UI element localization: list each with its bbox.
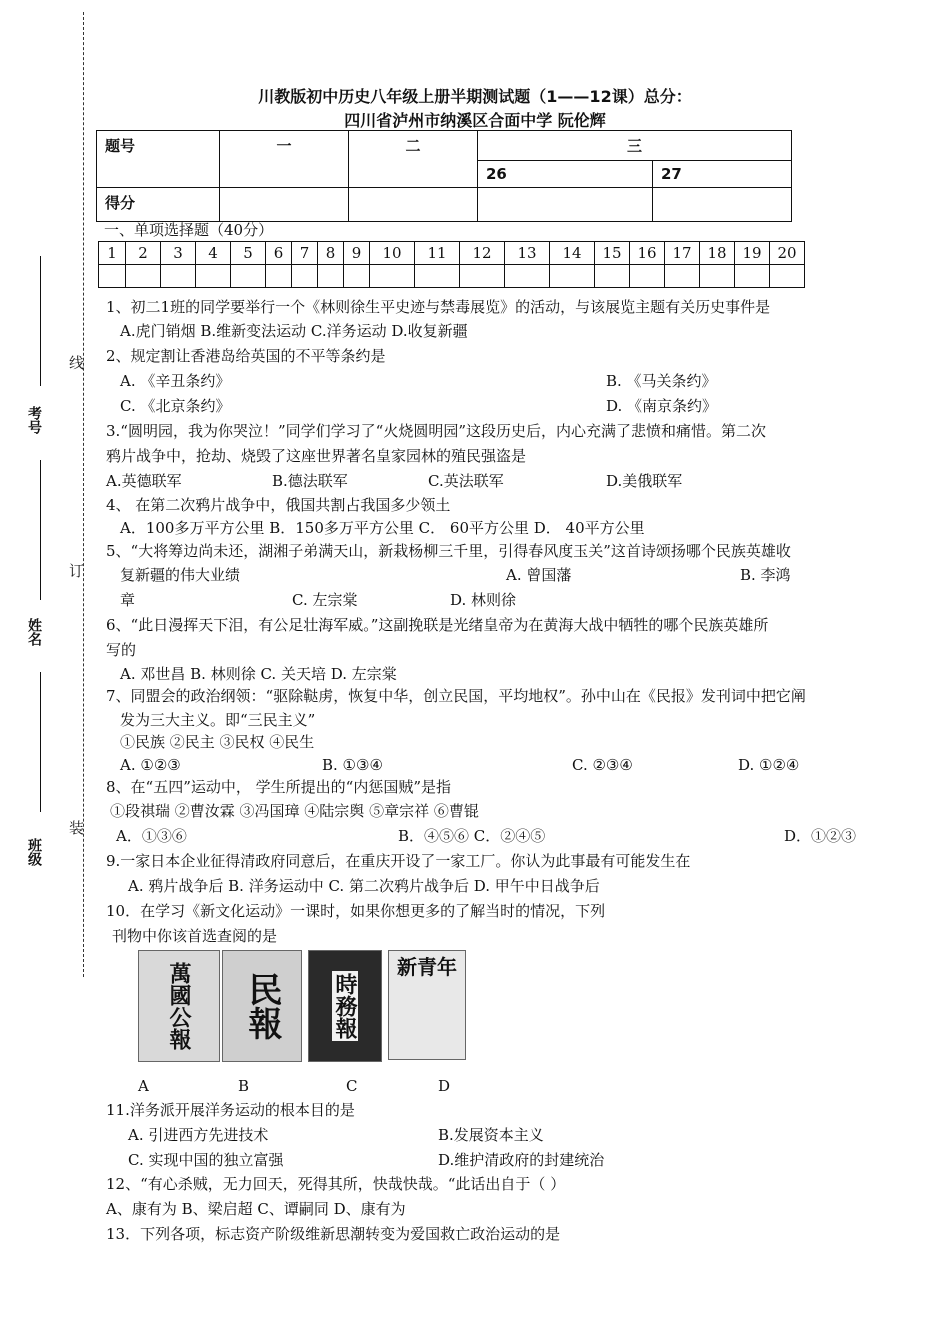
question-8: 8、在“五四”运动中， 学生所提出的“内惩国贼”是指 (106, 778, 451, 796)
answer-number: 8 (318, 242, 344, 265)
answer-number: 10 (370, 242, 415, 265)
answer-number: 11 (415, 242, 460, 265)
answer-cell[interactable] (770, 265, 805, 288)
answer-number: 20 (770, 242, 805, 265)
score-sub-27: 27 (653, 161, 792, 188)
question-3-option-d: D.美俄联军 (606, 472, 683, 490)
score-header-label: 题号 (97, 131, 220, 188)
question-9: 9.一家日本企业征得清政府同意后，在重庆开设了一家工厂。你认为此事最有可能发生在 (106, 852, 691, 870)
answer-number: 5 (231, 242, 266, 265)
score-cell[interactable] (478, 188, 653, 222)
page-title: 川教版初中历史八年级上册半期测试题（1——12课）总分： (258, 87, 692, 106)
score-col-1: 一 (220, 131, 349, 188)
answer-number: 7 (292, 242, 318, 265)
label-class: 班级 (26, 838, 42, 866)
question-5-line-2: 复新疆的伟大业绩 (120, 566, 241, 584)
answer-cell[interactable] (266, 265, 292, 288)
answer-number: 13 (505, 242, 550, 265)
question-11-option-a: A. 引进西方先进技术 (128, 1126, 269, 1144)
question-5-option-b: B. 李鸿 (740, 566, 791, 584)
publication-title: 萬國公報 (166, 962, 192, 1050)
question-10: 10．在学习《新文化运动》一课时，如果你想更多的了解当时的情况，下列 (106, 902, 606, 920)
question-12: 12、“有心杀贼，无力回天，死得其所，快哉快哉。“此话出自于（ ） (106, 1175, 566, 1193)
question-13: 13．下列各项，标志资产阶级维新思潮转变为爱国救亡政治运动的是 (106, 1225, 561, 1243)
question-7: 7、同盟会的政治纲领：“驱除鞑虏，恢复中华，创立民国，平均地权”。孙中山在《民报》发刊词中把它阐 (106, 687, 806, 705)
score-cell[interactable] (220, 188, 349, 222)
question-5-option-d: D. 林则徐 (450, 591, 517, 609)
question-5: 5、“大将筹边尚未还，湖湘子弟满天山，新栽杨柳三千里，引得春风度玉关”这首诗颂扬哪个民族英雄收 (106, 542, 791, 560)
score-col-3: 三 (478, 131, 792, 161)
question-8-option-bc: B．④⑤⑥ C．②④⑤ (398, 827, 546, 845)
question-2-option-c: C. 《北京条约》 (120, 397, 231, 415)
question-10-line-2: 刊物中你该首选查阅的是 (112, 927, 278, 945)
answer-cell[interactable] (700, 265, 735, 288)
answer-cell[interactable] (292, 265, 318, 288)
answer-number: 9 (344, 242, 370, 265)
answer-cell[interactable] (735, 265, 770, 288)
publication-xinqingnian-image (388, 950, 466, 1060)
image-label-a: A (138, 1077, 149, 1095)
question-4: 4、 在第二次鸦片战争中，俄国共割占我国多少领土 (106, 496, 451, 514)
image-label-d: D (438, 1077, 451, 1095)
answer-number: 1 (99, 242, 126, 265)
publication-title: 新青年 (397, 955, 457, 979)
score-sub-26: 26 (478, 161, 653, 188)
answer-number: 19 (735, 242, 770, 265)
answer-cell[interactable] (196, 265, 231, 288)
label-exam-number: 考号 (26, 406, 42, 434)
answer-cell[interactable] (460, 265, 505, 288)
question-6-line-2: 写的 (106, 641, 137, 659)
publication-title: 時務報 (332, 973, 358, 1039)
question-3-option-b: B.德法联军 (272, 472, 348, 490)
question-3: 3.“圆明园，我为你哭泣！”同学们学习了“火烧圆明园”这段历史后，内心充满了悲愤和痛惜。第二次 (106, 422, 766, 440)
question-5-option-a: A. 曾国藩 (506, 566, 572, 584)
question-11-option-c: C. 实现中国的独立富强 (128, 1151, 284, 1169)
answer-number: 2 (126, 242, 161, 265)
answer-cell[interactable] (126, 265, 161, 288)
question-1: 1、初二1班的同学要举行一个《林则徐生平史迹与禁毒展览》的活动，与该展览主题有关历史事件是 (106, 298, 771, 316)
answer-number: 12 (460, 242, 505, 265)
answer-cell[interactable] (344, 265, 370, 288)
question-8-option-d: D．①②③ (784, 827, 857, 845)
question-12-options: A、康有为 B、梁启超 C、谭嗣同 D、康有为 (106, 1200, 406, 1218)
question-5-line-3: 章 (120, 591, 136, 609)
answer-cell[interactable] (370, 265, 415, 288)
answer-cell[interactable] (415, 265, 460, 288)
publication-shiwubao-image (308, 950, 382, 1062)
question-7-option-a: A. ①②③ (120, 756, 181, 774)
answer-cell[interactable] (630, 265, 665, 288)
margin-word-xian: 线 (67, 355, 85, 370)
question-2-option-d: D. 《南京条约》 (606, 397, 718, 415)
score-cell[interactable] (653, 188, 792, 222)
question-1-options: A.虎门销烟 B.维新变法运动 C.洋务运动 D.收复新疆 (120, 322, 468, 340)
question-11-option-b: B.发展资本主义 (438, 1126, 544, 1144)
image-label-c: C (346, 1077, 358, 1095)
publication-wanguo-gongbao-image (138, 950, 220, 1062)
question-11: 11.洋务派开展洋务运动的根本目的是 (106, 1101, 355, 1119)
question-3-option-a: A.英德联军 (106, 472, 182, 490)
answer-number: 17 (665, 242, 700, 265)
margin-word-zhuang: 装 (67, 820, 85, 835)
margin-rule (40, 256, 41, 386)
question-2-option-a: A. 《辛丑条约》 (120, 372, 231, 390)
question-6: 6、“此日漫挥天下泪，有公足壮海军威。”这副挽联是光绪皇帝为在黄海大战中牺牲的哪个民族英雄所 (106, 616, 769, 634)
answer-cell[interactable] (550, 265, 595, 288)
question-3-option-c: C.英法联军 (428, 472, 504, 490)
page-subtitle: 四川省泸州市纳溪区合面中学 阮伦辉 (344, 111, 606, 130)
answer-number: 3 (161, 242, 196, 265)
margin-rule (40, 460, 41, 600)
question-8-option-a: A．①③⑥ (116, 827, 187, 845)
question-2: 2、规定割让香港岛给英国的不平等条约是 (106, 347, 386, 365)
question-2-option-b: B. 《马关条约》 (606, 372, 717, 390)
answer-number: 4 (196, 242, 231, 265)
question-9-options: A. 鸦片战争后 B. 洋务运动中 C. 第二次鸦片战争后 D. 甲午中日战争后 (128, 877, 600, 895)
image-label-b: B (238, 1077, 250, 1095)
question-7-option-c: C. ②③④ (572, 756, 633, 774)
publication-minbao-image (222, 950, 302, 1062)
question-6-options: A. 邓世昌 B. 林则徐 C. 关天培 D. 左宗棠 (120, 665, 397, 683)
question-7-option-b: B. ①③④ (322, 756, 383, 774)
question-7-option-d: D. ①②④ (738, 756, 800, 774)
answer-cell[interactable] (231, 265, 266, 288)
margin-rule (40, 672, 41, 812)
answer-number: 15 (595, 242, 630, 265)
question-7-line-2: 发为三大主义。即“三民主义” (120, 711, 316, 729)
score-col-2: 二 (349, 131, 478, 188)
question-3-line-2: 鸦片战争中，抢劫、烧毁了这座世界著名皇家园林的殖民强盗是 (106, 447, 527, 465)
answer-number: 6 (266, 242, 292, 265)
answer-number: 14 (550, 242, 595, 265)
answer-cell[interactable] (318, 265, 344, 288)
question-5-option-c: C. 左宗棠 (292, 591, 358, 609)
answer-cell[interactable] (99, 265, 126, 288)
score-cell[interactable] (349, 188, 478, 222)
score-table (96, 130, 792, 222)
answer-cell[interactable] (665, 265, 700, 288)
question-11-option-d: D.维护清政府的封建统治 (438, 1151, 605, 1169)
question-8-items: ①段祺瑞 ②曹汝霖 ③冯国璋 ④陆宗舆 ⑤章宗祥 ⑥曹锟 (110, 802, 479, 820)
margin-word-ding: 订 (67, 563, 85, 578)
score-row-label: 得分 (97, 188, 220, 222)
answer-number: 18 (700, 242, 735, 265)
publication-title: 民報 (242, 972, 282, 1040)
answer-number: 16 (630, 242, 665, 265)
answer-cell[interactable] (161, 265, 196, 288)
question-7-items: ①民族 ②民主 ③民权 ④民生 (120, 733, 315, 751)
label-name: 姓名 (26, 618, 42, 646)
answer-cell[interactable] (595, 265, 630, 288)
section-heading: 一、单项选择题（40分） (104, 221, 274, 239)
answer-cell[interactable] (505, 265, 550, 288)
question-4-options: A．100多万平方公里 B．150多万平方公里 C． 60平方公里 D． 40平方公里 (120, 519, 645, 537)
answer-grid (98, 241, 805, 288)
